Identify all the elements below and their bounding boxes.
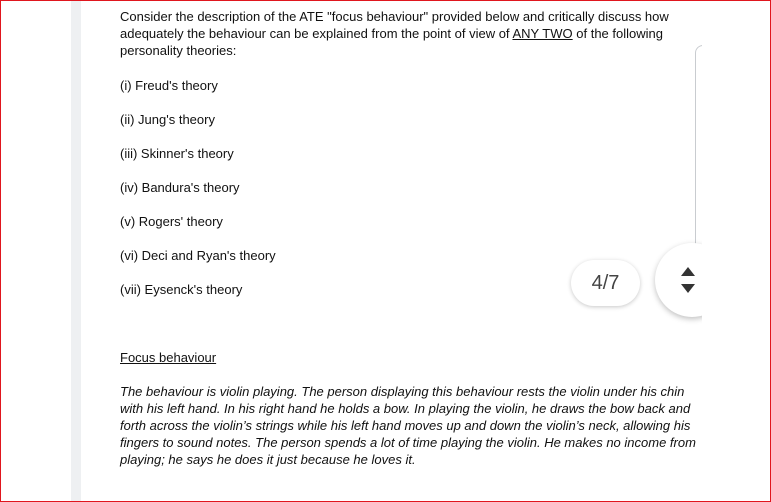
left-margin-strip [71,1,81,501]
theory-option: (iv) Bandura's theory [120,180,240,195]
theory-option: (i) Freud's theory [120,78,218,93]
theory-option: (vii) Eysenck's theory [120,282,243,297]
focus-heading: Focus behaviour [120,350,217,365]
theory-option: (vi) Deci and Ryan's theory [120,248,276,263]
page-counter: 4/7 [571,260,640,306]
right-panel [702,1,771,501]
question-emphasis: ANY TWO [512,26,573,41]
question-paragraph [120,8,685,59]
question-text-start: Consider the description of the ATE "focus behaviour" provided below and critically discuss how adequately the behaviour can be explained from the point of view of [120,9,669,41]
theory-option: (iii) Skinner's theory [120,146,234,161]
theory-option: (v) Rogers' theory [120,214,223,229]
question-text-end: of the following personality theories: [120,26,663,58]
theory-option: (ii) Jung's theory [120,112,215,127]
up-down-arrows-icon[interactable] [681,266,695,294]
focus-description: The behaviour is violin playing. The person displaying this behaviour rests the violin under his chin with his left hand. In his right hand he holds a bow. In playing the violin, he draws the bow back and forth across the violin’s strings while his left hand moves up and down the violin’s neck, allowing his fingers to sound notes. The person spends a lot of time playing the violin. He makes no income from playing; he says he does it just because he loves it. [120,384,696,467]
